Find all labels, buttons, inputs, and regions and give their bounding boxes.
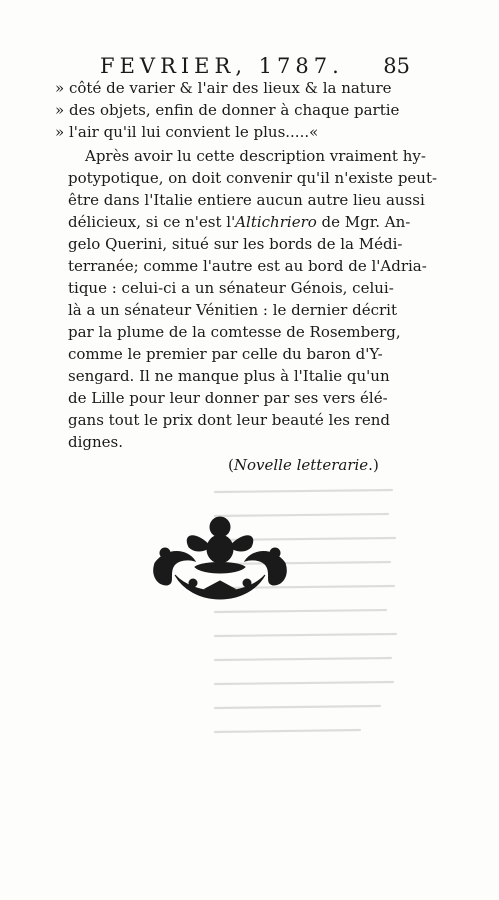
text-line: de Lille pour leur donner par ses vers élé- bbox=[68, 389, 388, 407]
paren-open: ( bbox=[228, 456, 234, 474]
quoted-text-line bbox=[55, 99, 400, 121]
place-name: Altichriero bbox=[235, 213, 317, 231]
paren-close: .) bbox=[368, 456, 379, 474]
quoted-text-line bbox=[55, 77, 392, 99]
line-text: de Mgr. An- bbox=[316, 213, 411, 231]
text-line: par la plume de la comtesse de Rosemberg, bbox=[68, 323, 401, 341]
quote-mark: » bbox=[55, 123, 65, 141]
line-text: des objets, enfin de donner à chaque partie bbox=[69, 101, 400, 119]
text-line: terranée; comme l'autre est au bord de l'Adria- bbox=[68, 257, 427, 275]
running-head: FEVRIER, 1787. bbox=[100, 54, 344, 78]
paragraph-first-line: Après avoir lu cette description vraiment hy- bbox=[85, 147, 426, 165]
line-text: délicieux, si ce n'est l' bbox=[68, 213, 236, 231]
text-line: tique : celui-ci a un sénateur Génois, celui- bbox=[68, 279, 394, 297]
page-number: 85 bbox=[383, 54, 410, 78]
text-line: gelo Querini, situé sur les bords de la Médi- bbox=[68, 235, 403, 253]
line-text: l'air qu'il lui convient le plus.....« bbox=[69, 123, 319, 141]
quote-mark: » bbox=[55, 101, 65, 119]
text-line: gans tout le prix dont leur beauté les rend bbox=[68, 411, 390, 429]
text-line: sengard. Il ne manque plus à l'Italie qu'un bbox=[68, 367, 390, 385]
cherub-vignette-icon bbox=[145, 505, 295, 605]
text-line: là a un sénateur Vénitien : le dernier décrit bbox=[68, 301, 397, 319]
text-line: potypotique, on doit convenir qu'il n'existe peut- bbox=[68, 169, 438, 187]
quoted-text-line bbox=[55, 121, 374, 143]
text-line: comme le premier par celle du baron d'Y- bbox=[68, 345, 383, 363]
text-line: dignes. bbox=[68, 433, 124, 451]
line-text: côté de varier & l'air des lieux & la nature bbox=[69, 79, 392, 97]
text-line: être dans l'Italie entiere aucun autre lieu aussi bbox=[68, 191, 425, 209]
source-attribution bbox=[228, 456, 379, 474]
quote-mark: » bbox=[55, 79, 65, 97]
text-line bbox=[68, 211, 411, 233]
source-title: Novelle letterarie bbox=[233, 456, 369, 474]
